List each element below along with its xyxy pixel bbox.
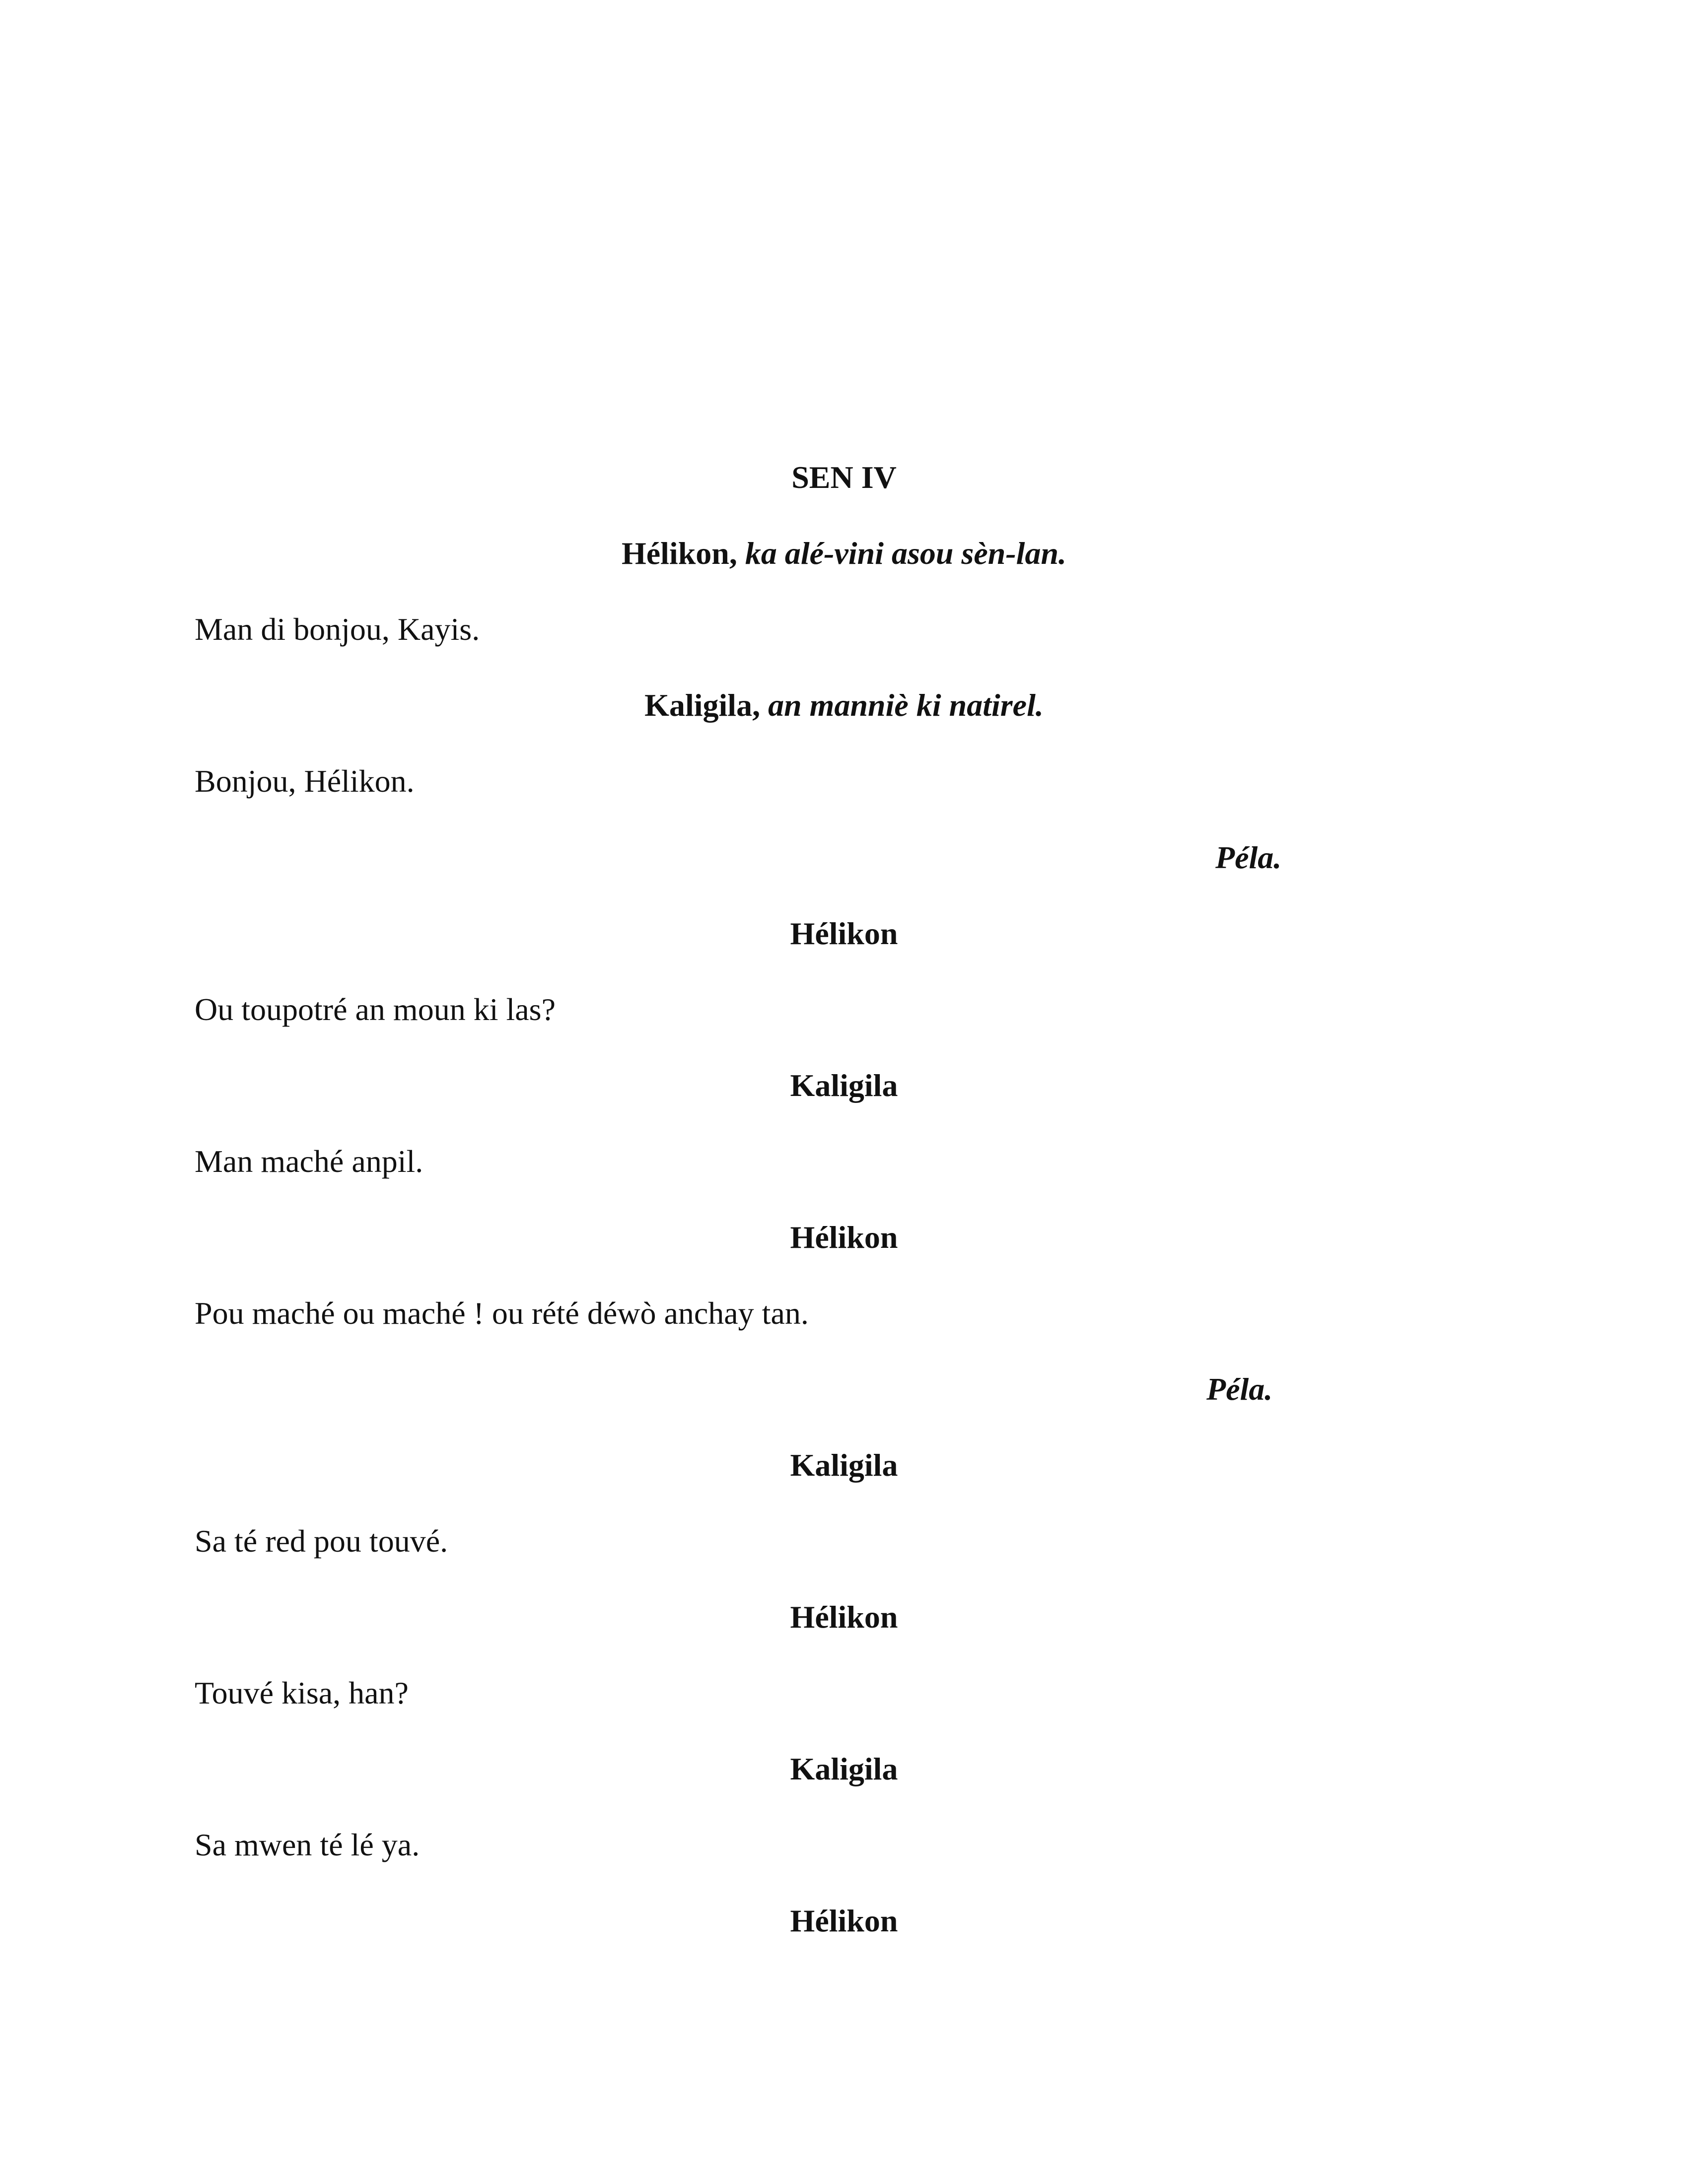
speaker-heading: Hélikon [790, 1220, 898, 1255]
dialogue-line: Sa té red pou touvé. [195, 1523, 448, 1559]
scene-title: SEN IV [791, 460, 897, 495]
speaker-heading: Kaligila [790, 1447, 898, 1483]
stage-direction-text: ka alé-vini asou sèn-lan. [737, 536, 1067, 571]
stage-direction-helikon-enters [0, 534, 1688, 573]
pause-direction: Péla. [1215, 840, 1282, 875]
dialogue-line: Sa mwen té lé ya. [195, 1827, 420, 1862]
speaker-heading: Hélikon [790, 1903, 898, 1938]
speaker-name: Kaligila, [644, 687, 761, 723]
speaker-name: Hélikon, [621, 536, 737, 571]
speaker-heading: Kaligila [790, 1068, 898, 1103]
dialogue-line: Man maché anpil. [195, 1144, 423, 1179]
stage-direction-kaligila [0, 685, 1688, 725]
dialogue-line: Bonjou, Hélikon. [195, 763, 415, 799]
dialogue-line: Man di bonjou, Kayis. [195, 612, 480, 647]
speaker-heading: Kaligila [790, 1751, 898, 1786]
dialogue-line: Touvé kisa, han? [195, 1675, 409, 1710]
pause-direction: Péla. [1206, 1371, 1273, 1407]
stage-direction-text: an manniè ki natirel. [760, 687, 1044, 723]
dialogue-line: Ou toupotré an moun ki las? [195, 992, 556, 1027]
dialogue-line: Pou maché ou maché ! ou rété déwò anchay tan. [195, 1296, 809, 1331]
speaker-heading: Hélikon [790, 916, 898, 951]
speaker-heading: Hélikon [790, 1599, 898, 1635]
